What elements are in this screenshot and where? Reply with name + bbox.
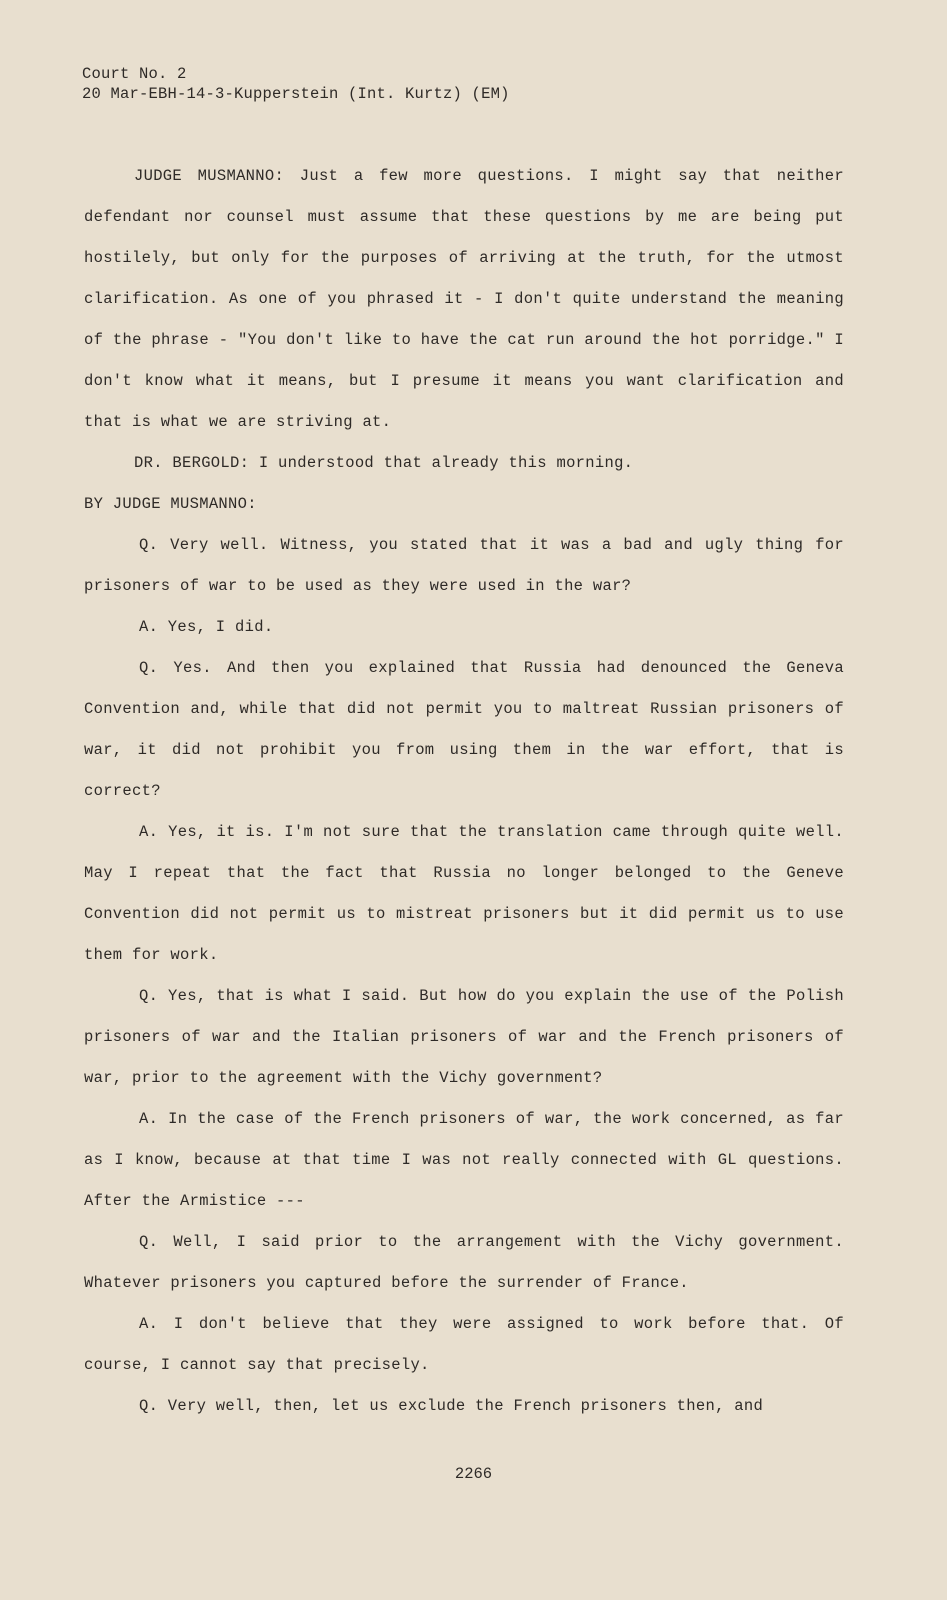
page-number: 2266 (454, 1465, 493, 1483)
transcript-body (84, 156, 844, 1427)
examination-heading: BY JUDGE MUSMANNO: (84, 495, 257, 513)
question-paragraph: Q. Yes, that is what I said. But how do you explain the use of the Polish prisoners of war and the Italian prisoners of war and the French prisoners of war, prior to the agreement with the Vichy government? (84, 987, 844, 1087)
answer-paragraph: A. Yes, I did. (139, 618, 274, 636)
transcript-reference: 20 Mar-EBH-14-3-Kupperstein (Int. Kurtz) (EM) (82, 85, 510, 103)
answer-paragraph: A. I don't believe that they were assigned to work before that. Of course, I cannot say that precisely. (84, 1315, 844, 1374)
court-number: Court No. 2 (82, 65, 187, 83)
answer-paragraph: A. In the case of the French prisoners of war, the work concerned, as far as I know, because at that time I was not really connected with GL questions. After the Armistice --- (84, 1110, 844, 1210)
document-header (82, 64, 510, 104)
question-paragraph: Q. Very well, then, let us exclude the French prisoners then, and (139, 1397, 764, 1415)
answer-paragraph: A. Yes, it is. I'm not sure that the translation came through quite well. May I repeat that the fact that Russia no longer belonged to the Geneve Convention did not permit us to mistreat prisoners but it did permit us to use them for work. (84, 823, 844, 964)
paragraph-bergold-reply: DR. BERGOLD: I understood that already this morning. (134, 454, 634, 472)
paragraph-judge-statement: JUDGE MUSMANNO: Just a few more questions. I might say that neither defendant nor counsel must assume that these questions by me are being put hostilely, but only for the purposes of arriving at the truth, for the utmost clarification. As one of you phrased it - I don't quite understand the meaning of the phrase - "You don't like to have the cat run around the hot porridge." I don't know what it means, but I presume it means you want clarification and that is what we are striving at. (84, 167, 844, 431)
question-paragraph: Q. Yes. And then you explained that Russia had denounced the Geneva Convention and, while that did not permit you to maltreat Russian prisoners of war, it did not prohibit you from using them in the war effort, that is correct? (84, 659, 844, 800)
question-paragraph: Q. Very well. Witness, you stated that it was a bad and ugly thing for prisoners of war to be used as they were used in the war? (84, 536, 844, 595)
question-paragraph: Q. Well, I said prior to the arrangement with the Vichy government. Whatever prisoners you captured before the surrender of France. (84, 1233, 844, 1292)
